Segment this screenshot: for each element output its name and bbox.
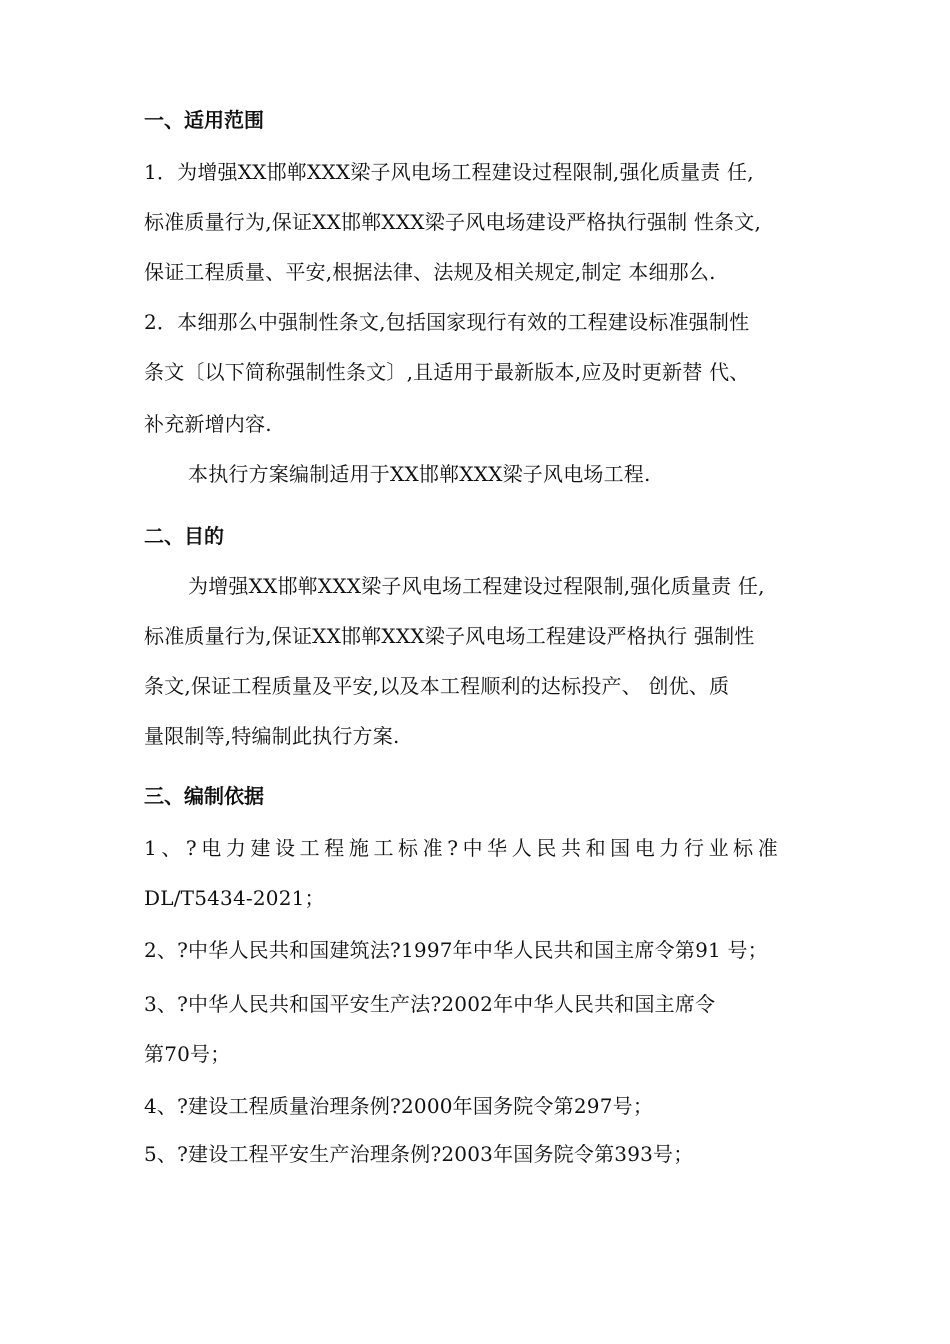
scope-paragraph-line: 1．为增强XX邯郸XXX梁子风电场工程建设过程限制,强化质量责 任, — [144, 160, 754, 184]
scope-paragraph-line: 保证工程质量、平安,根据法律、法规及相关规定,制定 本细那么. — [144, 260, 716, 284]
scope-paragraph-line: 补充新增内容. — [144, 412, 272, 436]
scope-paragraph-line: 标准质量行为,保证XX邯郸XXX梁子风电场建设严格执行强制 性条文, — [144, 210, 762, 234]
basis-list-item: 3、?中华人民共和国平安生产法?2002年中华人民共和国主席令 — [144, 992, 716, 1016]
section-heading-scope: 一、适用范围 — [144, 108, 264, 132]
purpose-paragraph-line: 标准质量行为,保证XX邯郸XXX梁子风电场工程建设严格执行 强制性 — [144, 624, 755, 648]
scope-paragraph-line: 2．本细那么中强制性条文,包括国家现行有效的工程建设标准强制性 — [144, 310, 750, 334]
scope-applicability-line: 本执行方案编制适用于XX邯郸XXX梁子风电场工程. — [188, 462, 651, 486]
basis-list-item-continuation: 第70号； — [144, 1042, 231, 1066]
section-heading-basis: 三、编制依据 — [144, 784, 264, 808]
purpose-paragraph-line: 为增强XX邯郸XXX梁子风电场工程建设过程限制,强化质量责 任, — [188, 574, 765, 598]
purpose-paragraph-line: 条文,保证工程质量及平安,以及本工程顺利的达标投产、 创优、质 — [144, 674, 730, 698]
basis-list-item-continuation: DL/T5434-2021； — [144, 886, 325, 910]
section-heading-purpose: 二、目的 — [144, 524, 224, 548]
basis-list-item: 2、?中华人民共和国建筑法?1997年中华人民共和国主席令第91 号； — [144, 938, 768, 962]
purpose-paragraph-line: 量限制等,特编制此执行方案. — [144, 724, 400, 748]
basis-list-item: 1、?电力建设工程施工标准?中华人民共和国电力行业标准 — [144, 836, 783, 860]
scope-paragraph-line: 条文〔以下简称强制性条文〕,且适用于最新版本,应及时更新替 代、 — [144, 360, 750, 384]
basis-list-item: 4、?建设工程质量治理条例?2000年国务院令第297号； — [144, 1094, 654, 1118]
basis-list-item: 5、?建设工程平安生产治理条例?2003年国务院令第393号； — [144, 1142, 694, 1166]
